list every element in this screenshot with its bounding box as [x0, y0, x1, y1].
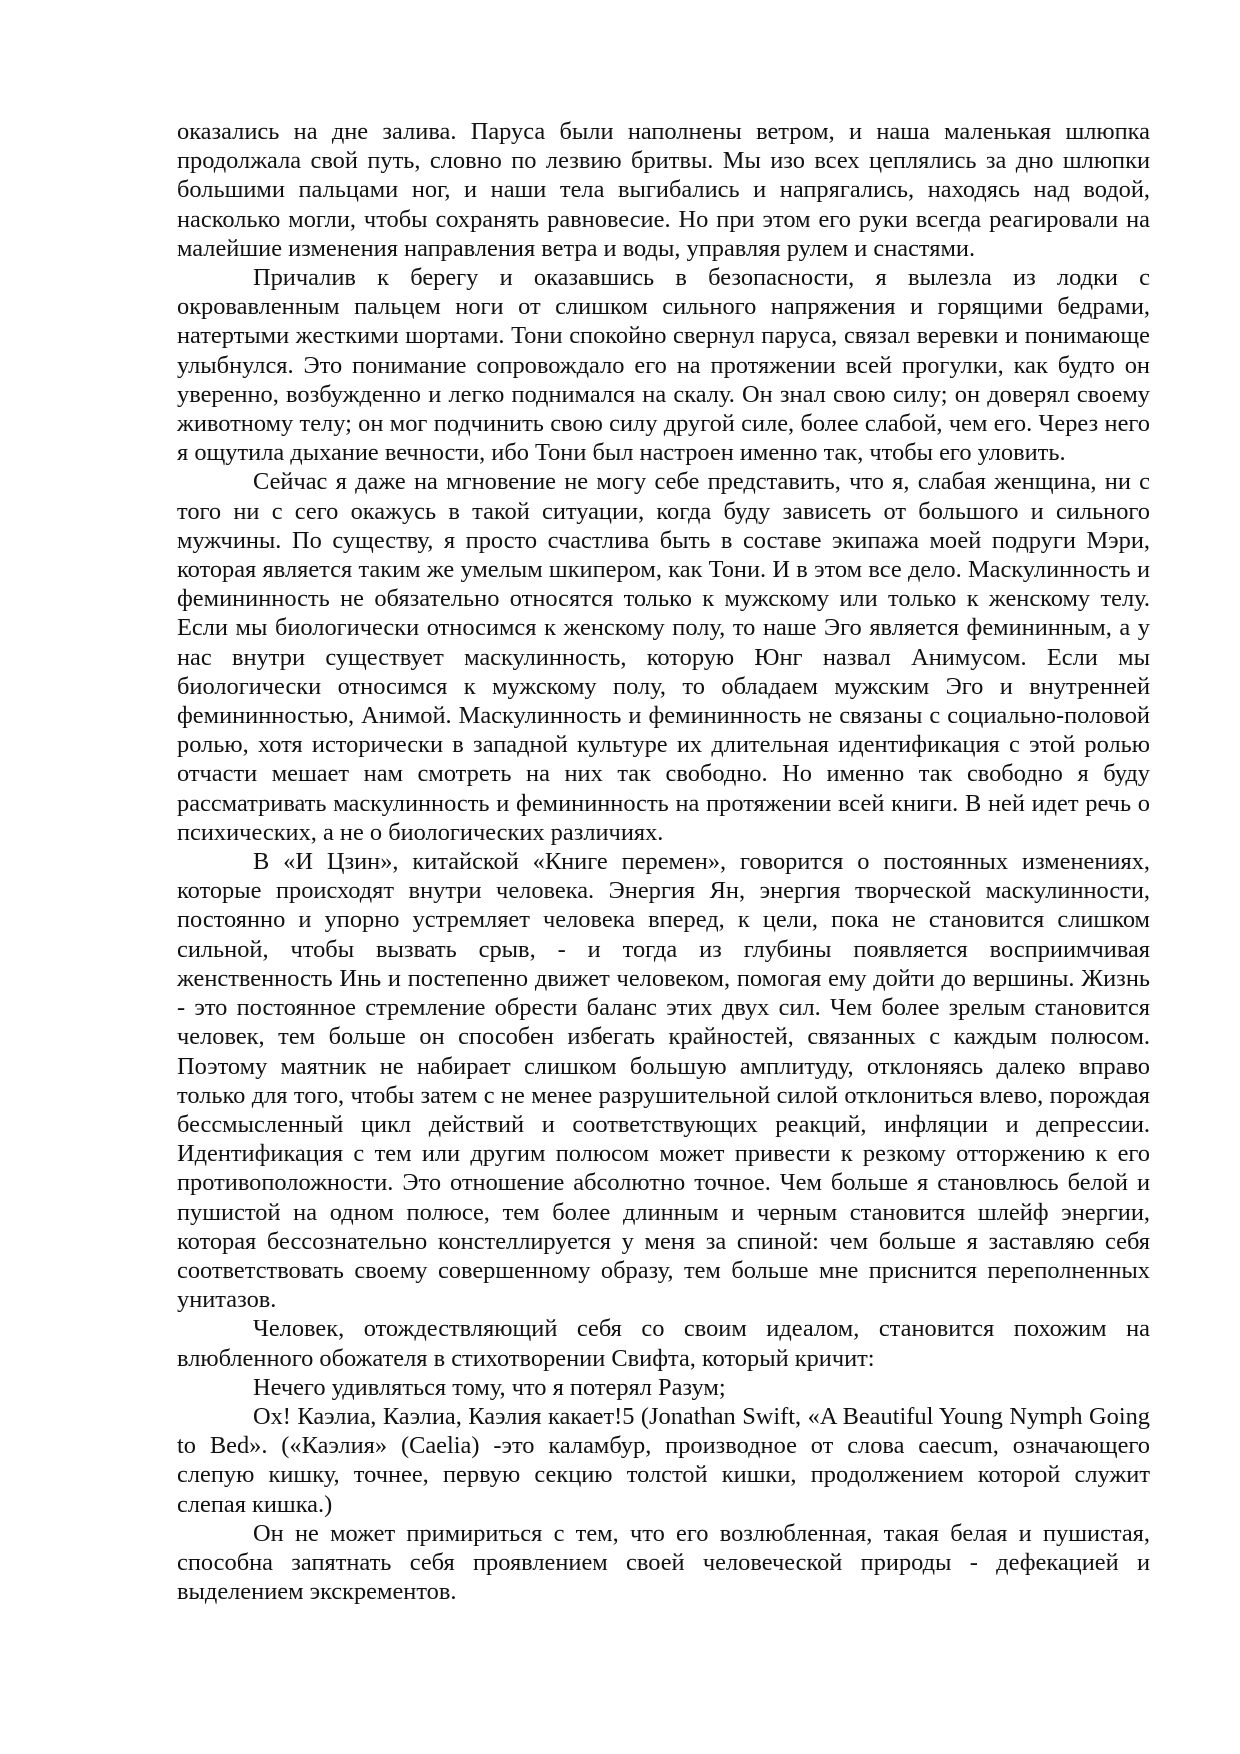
body-text [177, 117, 1150, 1606]
paragraph-masculinity: Сейчас я даже на мгновение не могу себе представить, что я, слабая женщина, ни с того ни с сего окажусь в такой ситуации, когда буду зависеть от большого и сильного мужчины. По существу, я просто счастлива быть в составе экипажа моей подруги Мэри, которая является таким же умелым шкипером, как Тони. И в этом все дело. Маскулинность и фемининность не обязательно относятся только к мужскому или только к женскому телу. Если мы биологически относимся к женскому полу, то наше Эго является фемининным, а у нас внутри существует маскулинность, которую Юнг назвал Анимусом. Если мы биологически относимся к мужскому полу, то обладаем мужским Эго и внутренней фемининностью, Анимой. Маскулинность и фемининность не связаны с социально-половой ролью, хотя исторически в западной культуре их длительная идентификация с этой ролью отчасти мешает нам смотреть на них так свободно. Но именно так свободно я буду рассматривать маскулинность и фемининность на протяжении всей книги. В ней идет речь о психических, а не о биологических различиях. [177, 468, 1150, 846]
paragraph-swift-intro: Человек, отождествляющий себя со своим идеалом, становится похожим на влюбленного обожателя в стихотворении Свифта, который кричит: [177, 1315, 1150, 1372]
paragraph-poem-citation: Ох! Каэлиа, Каэлиа, Каэлия какает!5 (Jonathan Swift, «A Beautiful Young Nymph Going to Bed». («Каэлия» (Caelia) -это каламбур, производное от слова caecum, означающего слепую кишку, точнее, первую секцию толстой кишки, продолжением которой служит слепая кишка.) [177, 1402, 1150, 1518]
paragraph-i-ching: В «И Цзин», китайской «Книге перемен», говорится о постоянных изменениях, которые происходят внутри человека. Энергия Ян, энергия творческой маскулинности, постоянно и упорно устремляет человека вперед, к цели, пока не становится слишком сильной, чтобы вызвать срыв, - и тогда из глубины появляется восприимчивая женственность Инь и постепенно движет человеком, помогая ему дойти до вершины. Жизнь - это постоянное стремление обрести баланс этих двух сил. Чем более зрелым становится человек, тем больше он способен избегать крайностей, связанных с каждым полюсом. Поэтому маятник не набирает слишком большую амплитуду, отклоняясь далеко вправо только для того, чтобы затем с не менее разрушительной силой отклониться влево, порождая бессмысленный цикл действий и соответствующих реакций, инфляции и депрессии. Идентификация с тем или другим полюсом может привести к резкому отторжению к его противоположности. Это отношение абсолютно точное. Чем больше я становлюсь белой и пушистой на одном полюсе, тем более длинным и черным становится шлейф энергии, которая бессознательно констеллируется у меня за спиной: чем больше я заставляю себя соответствовать своему совершенному образу, тем больше мне приснится переполненных унитазов. [177, 848, 1150, 1314]
paragraph-continuation: оказались на дне залива. Паруса были наполнены ветром, и наша маленькая шлюпка продолжала свой путь, словно по лезвию бритвы. Мы изо всех цеплялись за дно шлюпки большими пальцами ног, и наши тела выгибались и напрягались, находясь над водой, насколько могли, чтобы сохранять равновесие. Но при этом его руки всегда реагировали на малейшие изменения направления ветра и воды, управляя рулем и снастями. [177, 118, 1150, 262]
paragraph-poem-line: Нечего удивляться тому, что я потерял Разум; [253, 1373, 726, 1401]
paragraph-mooring: Причалив к берегу и оказавшись в безопасности, я вылезла из лодки с окровавленным пальцем ноги от слишком сильного напряжения и горящими бедрами, натертыми жесткими шортами. Тони спокойно свернул паруса, связал веревки и понимающе улыбнулся. Это понимание сопровождало его на протяжении всей прогулки, как будто он уверенно, возбужденно и легко поднимался на скалу. Он знал свою силу; он доверял своему животному телу; он мог подчинить свою силу другой силе, более слабой, чем его. Через него я ощутила дыхание вечности, ибо Тони был настроен именно так, чтобы его уловить. [177, 264, 1150, 467]
paragraph-conclusion: Он не может примириться с тем, что его возлюбленная, такая белая и пушистая, способна запятнать себя проявлением своей человеческой природы - дефекацией и выделением экскрементов. [177, 1519, 1150, 1606]
